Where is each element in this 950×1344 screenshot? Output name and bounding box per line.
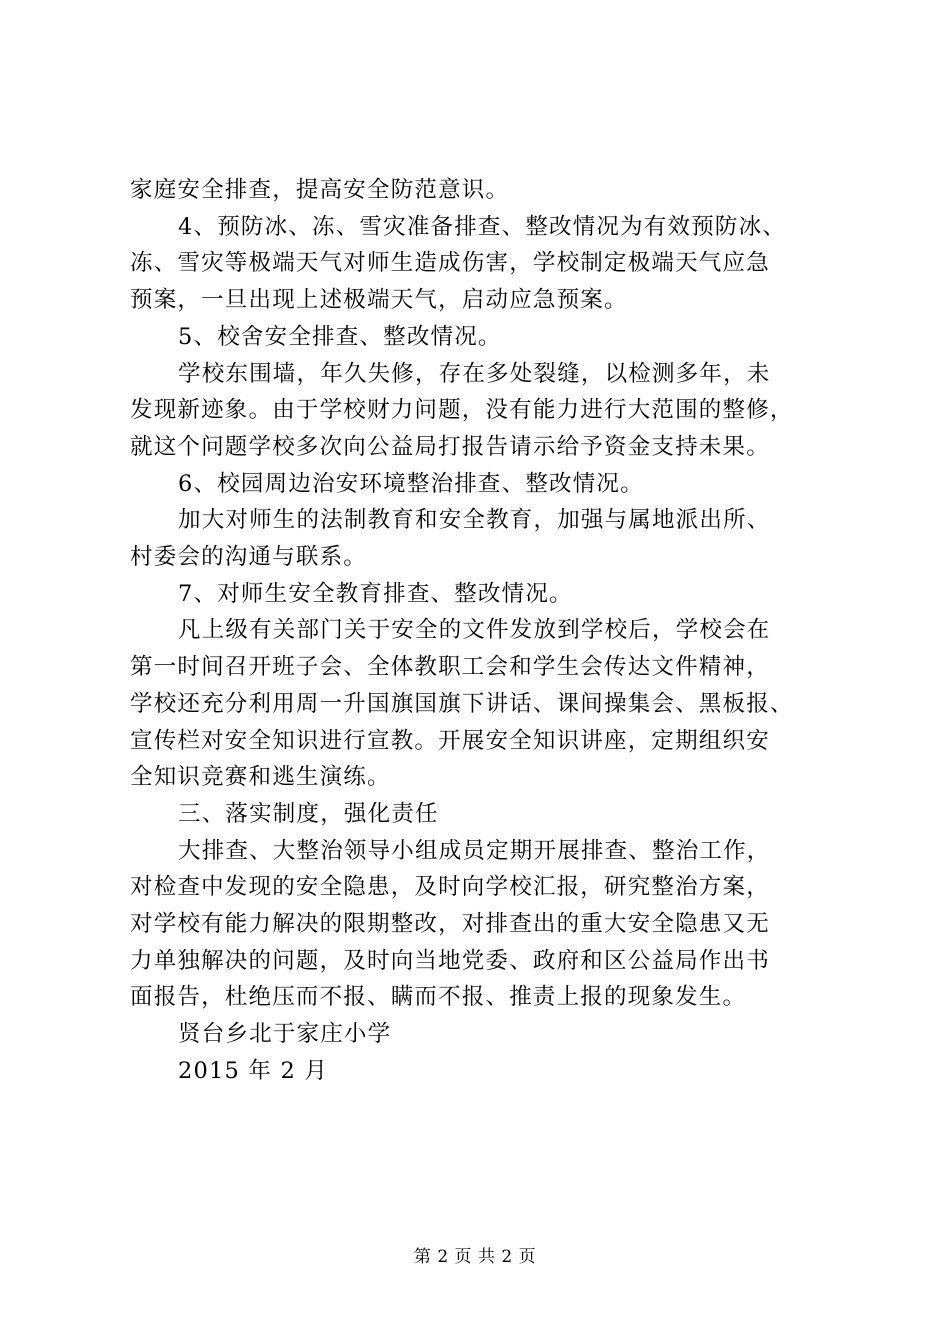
text-line: 对检查中发现的安全隐患，及时向学校汇报，研究整治方案， xyxy=(130,874,770,901)
text-line: 第一时间召开班子会、全体教职工会和学生会传达文件精神， xyxy=(130,654,770,681)
text-line: 家庭安全排查，提高安全防范意识。 xyxy=(130,177,510,203)
text-line: 就这个问题学校多次向公益局打报告请示给予资金支持未果。 xyxy=(130,433,770,460)
text-line: 学校东围墙，年久失修，存在多处裂缝，以检测多年，未 xyxy=(178,360,771,387)
text-line: 加大对师生的法制教育和安全教育，加强与属地派出所、 xyxy=(178,507,771,534)
text-line: 面报告，杜绝压而不报、瞒而不报、推责上报的现象发生。 xyxy=(130,984,747,1011)
text-line: 村委会的沟通与联系。 xyxy=(130,544,368,571)
page-number-footer: 第 2 页 共 2 页 xyxy=(413,1247,537,1267)
text-line: 预案，一旦出现上述极端天气，启动应急预案。 xyxy=(130,287,628,314)
text-line: 冻、雪灾等极端天气对师生造成伤害，学校制定极端天气应急 xyxy=(130,250,770,277)
document-body xyxy=(130,172,835,1090)
section-heading: 6、校园周边治安环境整治排查、整改情况。 xyxy=(178,470,644,497)
text-line: 学校还充分利用周一升国旗国旗下讲话、课间操集会、黑板报、 xyxy=(130,690,794,717)
section-heading: 5、校舍安全排查、整改情况。 xyxy=(178,323,502,350)
text-line: 大排查、大整治领导小组成员定期开展排查、整治工作， xyxy=(178,837,771,864)
section-heading: 三、落实制度，强化责任 xyxy=(178,800,439,827)
text-line: 对学校有能力解决的限期整改，对排查出的重大安全隐患又无 xyxy=(130,911,770,938)
text-line: 宣传栏对安全知识进行宣教。开展安全知识讲座，定期组织安 xyxy=(130,727,770,754)
section-heading: 7、对师生安全教育排查、整改情况。 xyxy=(178,580,573,607)
text-line: 全知识竞赛和逃生演练。 xyxy=(130,764,391,791)
text-line: 4、预防冰、冻、雪灾准备排查、整改情况为有效预防冰、 xyxy=(178,213,787,240)
text-line: 凡上级有关部门关于安全的文件发放到学校后，学校会在 xyxy=(178,617,771,644)
signature-organization: 贤台乡北于家庄小学 xyxy=(178,1021,392,1048)
text-line: 力单独解决的问题，及时向当地党委、政府和区公益局作出书 xyxy=(130,947,770,974)
signature-date: 2015 年 2 月 xyxy=(178,1057,329,1084)
text-line: 发现新迹象。由于学校财力问题，没有能力进行大范围的整修， xyxy=(130,397,794,424)
